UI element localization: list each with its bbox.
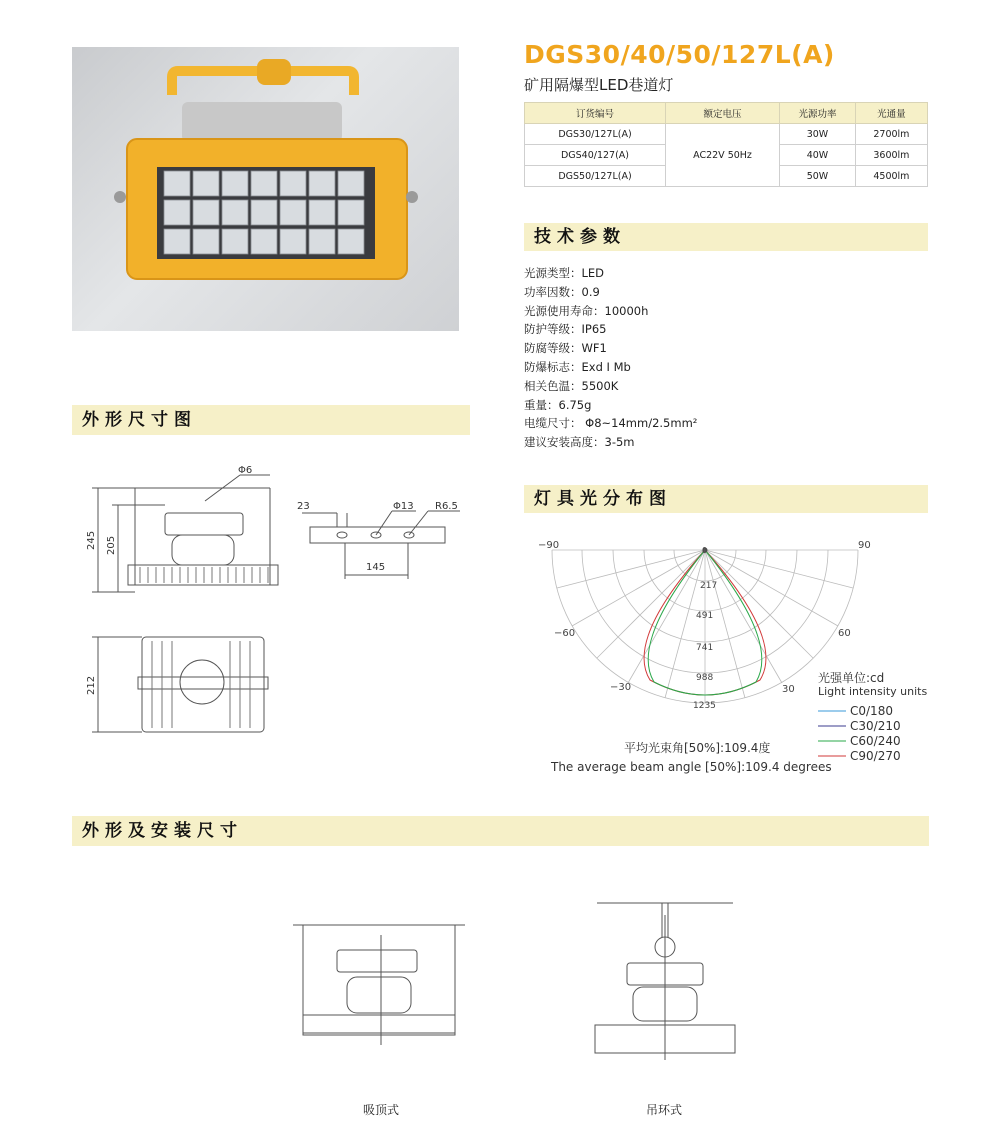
lamp-image — [72, 47, 459, 331]
caption-ring-mount: 吊环式 — [646, 1103, 683, 1117]
radial-741: 741 — [696, 643, 714, 653]
spec-table — [524, 102, 928, 187]
param-install-height: 建议安装高度：3-5m — [524, 435, 635, 450]
legend-c90: C90/270 — [850, 749, 901, 763]
cell-power: 40W — [780, 145, 856, 166]
dim-245: 245 — [86, 530, 97, 550]
section-tech-params: 技术参数 — [524, 223, 928, 251]
polar-legend — [818, 704, 901, 763]
cell-power: 50W — [780, 166, 856, 187]
param-weight: 重量：6.75g — [524, 397, 592, 412]
cell-code: DGS30/127L(A) — [525, 124, 666, 145]
section-dimensions: 外形尺寸图 — [72, 405, 470, 435]
product-photo — [72, 47, 459, 331]
radial-491: 491 — [696, 611, 714, 621]
legend-c30: C30/210 — [850, 719, 901, 733]
table-row — [525, 124, 928, 145]
cell-code: DGS40/127(A) — [525, 145, 666, 166]
product-model: DGS30/40/50/127L(A) — [524, 40, 835, 69]
angle-m90: −90 — [538, 540, 560, 551]
angle-p60: 60 — [838, 628, 851, 639]
dim-d6: Φ6 — [238, 465, 253, 476]
cell-power: 30W — [780, 124, 856, 145]
dimension-drawing — [80, 455, 480, 745]
header-flux: 光通量 — [855, 103, 927, 124]
polar-light-distribution — [530, 530, 940, 780]
param-cable-size: 电缆尺寸： Φ8~14mm/2.5mm² — [524, 416, 698, 431]
angle-m30: −30 — [610, 682, 632, 693]
radial-988: 988 — [696, 673, 714, 683]
cell-code: DGS50/127L(A) — [525, 166, 666, 187]
beam-angle-cn: 平均光束角[50%]:109.4度 — [624, 741, 771, 755]
ring-mount-drawing — [595, 903, 735, 1060]
tech-params-list — [524, 264, 697, 452]
dim-145: 145 — [366, 562, 386, 573]
ceiling-mount-drawing — [293, 925, 465, 1045]
header-code: 订货编号 — [525, 103, 666, 124]
cell-voltage: AC22V 50Hz — [665, 124, 779, 187]
param-power-factor: 功率因数：0.9 — [524, 284, 600, 299]
angle-p90: 90 — [858, 540, 871, 551]
radial-1235: 1235 — [693, 701, 716, 711]
legend-c0: C0/180 — [850, 704, 893, 718]
installation-drawings — [285, 895, 765, 1065]
dim-d13: Φ13 — [393, 501, 414, 512]
unit-en: Light intensity units — [818, 685, 928, 698]
center-zero: 0 — [702, 546, 708, 555]
header-power: 光源功率 — [780, 103, 856, 124]
param-light-source: 光源类型：LED — [524, 266, 605, 280]
product-name: 矿用隔爆型LED巷道灯 — [524, 76, 674, 94]
legend-c60: C60/240 — [850, 734, 901, 748]
beam-angle-en: The average beam angle [50%]:109.4 degrees — [551, 760, 832, 774]
cell-flux: 4500lm — [855, 166, 927, 187]
param-lifetime: 光源使用寿命：10000h — [524, 303, 649, 318]
param-anticorrosion: 防腐等级：WF1 — [524, 341, 607, 356]
section-installation: 外形及安装尺寸 — [72, 816, 929, 846]
param-color-temp: 相关色温：5500K — [524, 378, 619, 393]
caption-ceiling-mount: 吸顶式 — [363, 1103, 400, 1117]
param-explosion-mark: 防爆标志：Exd I Mb — [524, 359, 631, 374]
cell-flux: 3600lm — [855, 145, 927, 166]
angle-p30: 30 — [782, 684, 795, 695]
dim-r65: R6.5 — [435, 501, 458, 512]
dim-205: 205 — [106, 535, 117, 555]
header-voltage: 额定电压 — [665, 103, 779, 124]
angle-m60: −60 — [554, 628, 576, 639]
dim-23: 23 — [297, 501, 310, 512]
cell-flux: 2700lm — [855, 124, 927, 145]
unit-cn: 光强单位:cd — [818, 671, 885, 685]
dim-212: 212 — [86, 675, 97, 695]
section-light-distribution: 灯具光分布图 — [524, 485, 928, 513]
param-ip-rating: 防护等级：IP65 — [524, 322, 607, 337]
table-header-row — [525, 103, 928, 124]
radial-217: 217 — [700, 581, 718, 591]
